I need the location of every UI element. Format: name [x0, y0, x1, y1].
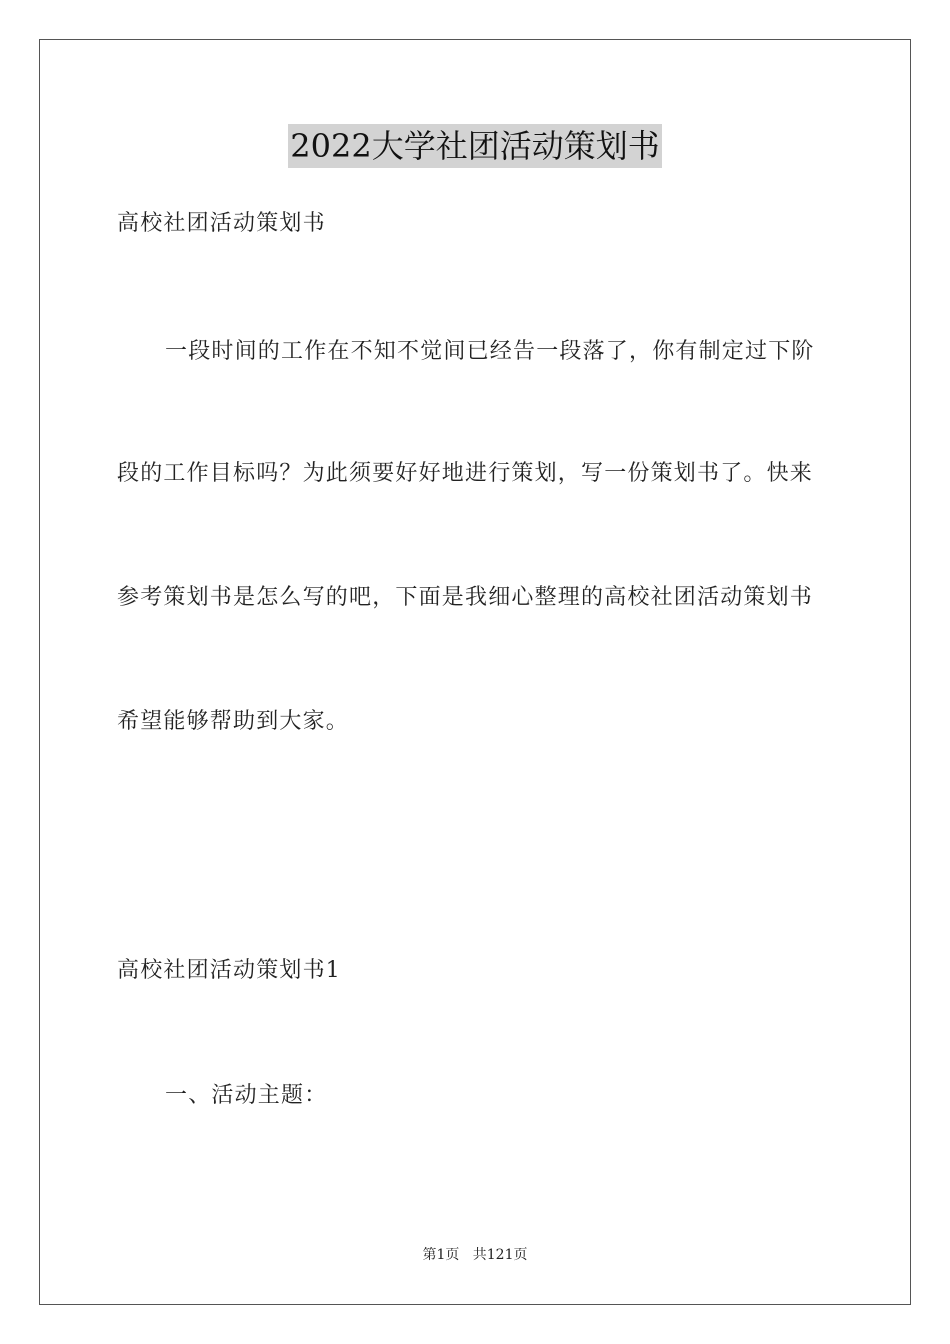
intro-line-1: 一段时间的工作在不知不觉间已经告一段落了，你有制定过下阶	[165, 339, 815, 364]
document-heading: 高校社团活动策划书	[117, 211, 326, 236]
section-heading: 高校社团活动策划书1	[117, 958, 341, 983]
subsection-heading: 一、活动主题：	[165, 1083, 328, 1108]
intro-line-2: 段的工作目标吗？为此须要好好地进行策划，写一份策划书了。快来	[117, 461, 814, 486]
title-container	[0, 124, 950, 168]
intro-line-4: 希望能够帮助到大家。	[117, 709, 350, 734]
document-title: 2022大学社团活动策划书	[288, 124, 661, 168]
page-footer: 第1页 共121页	[422, 1247, 528, 1263]
intro-line-3: 参考策划书是怎么写的吧，下面是我细心整理的高校社团活动策划书	[117, 585, 814, 610]
